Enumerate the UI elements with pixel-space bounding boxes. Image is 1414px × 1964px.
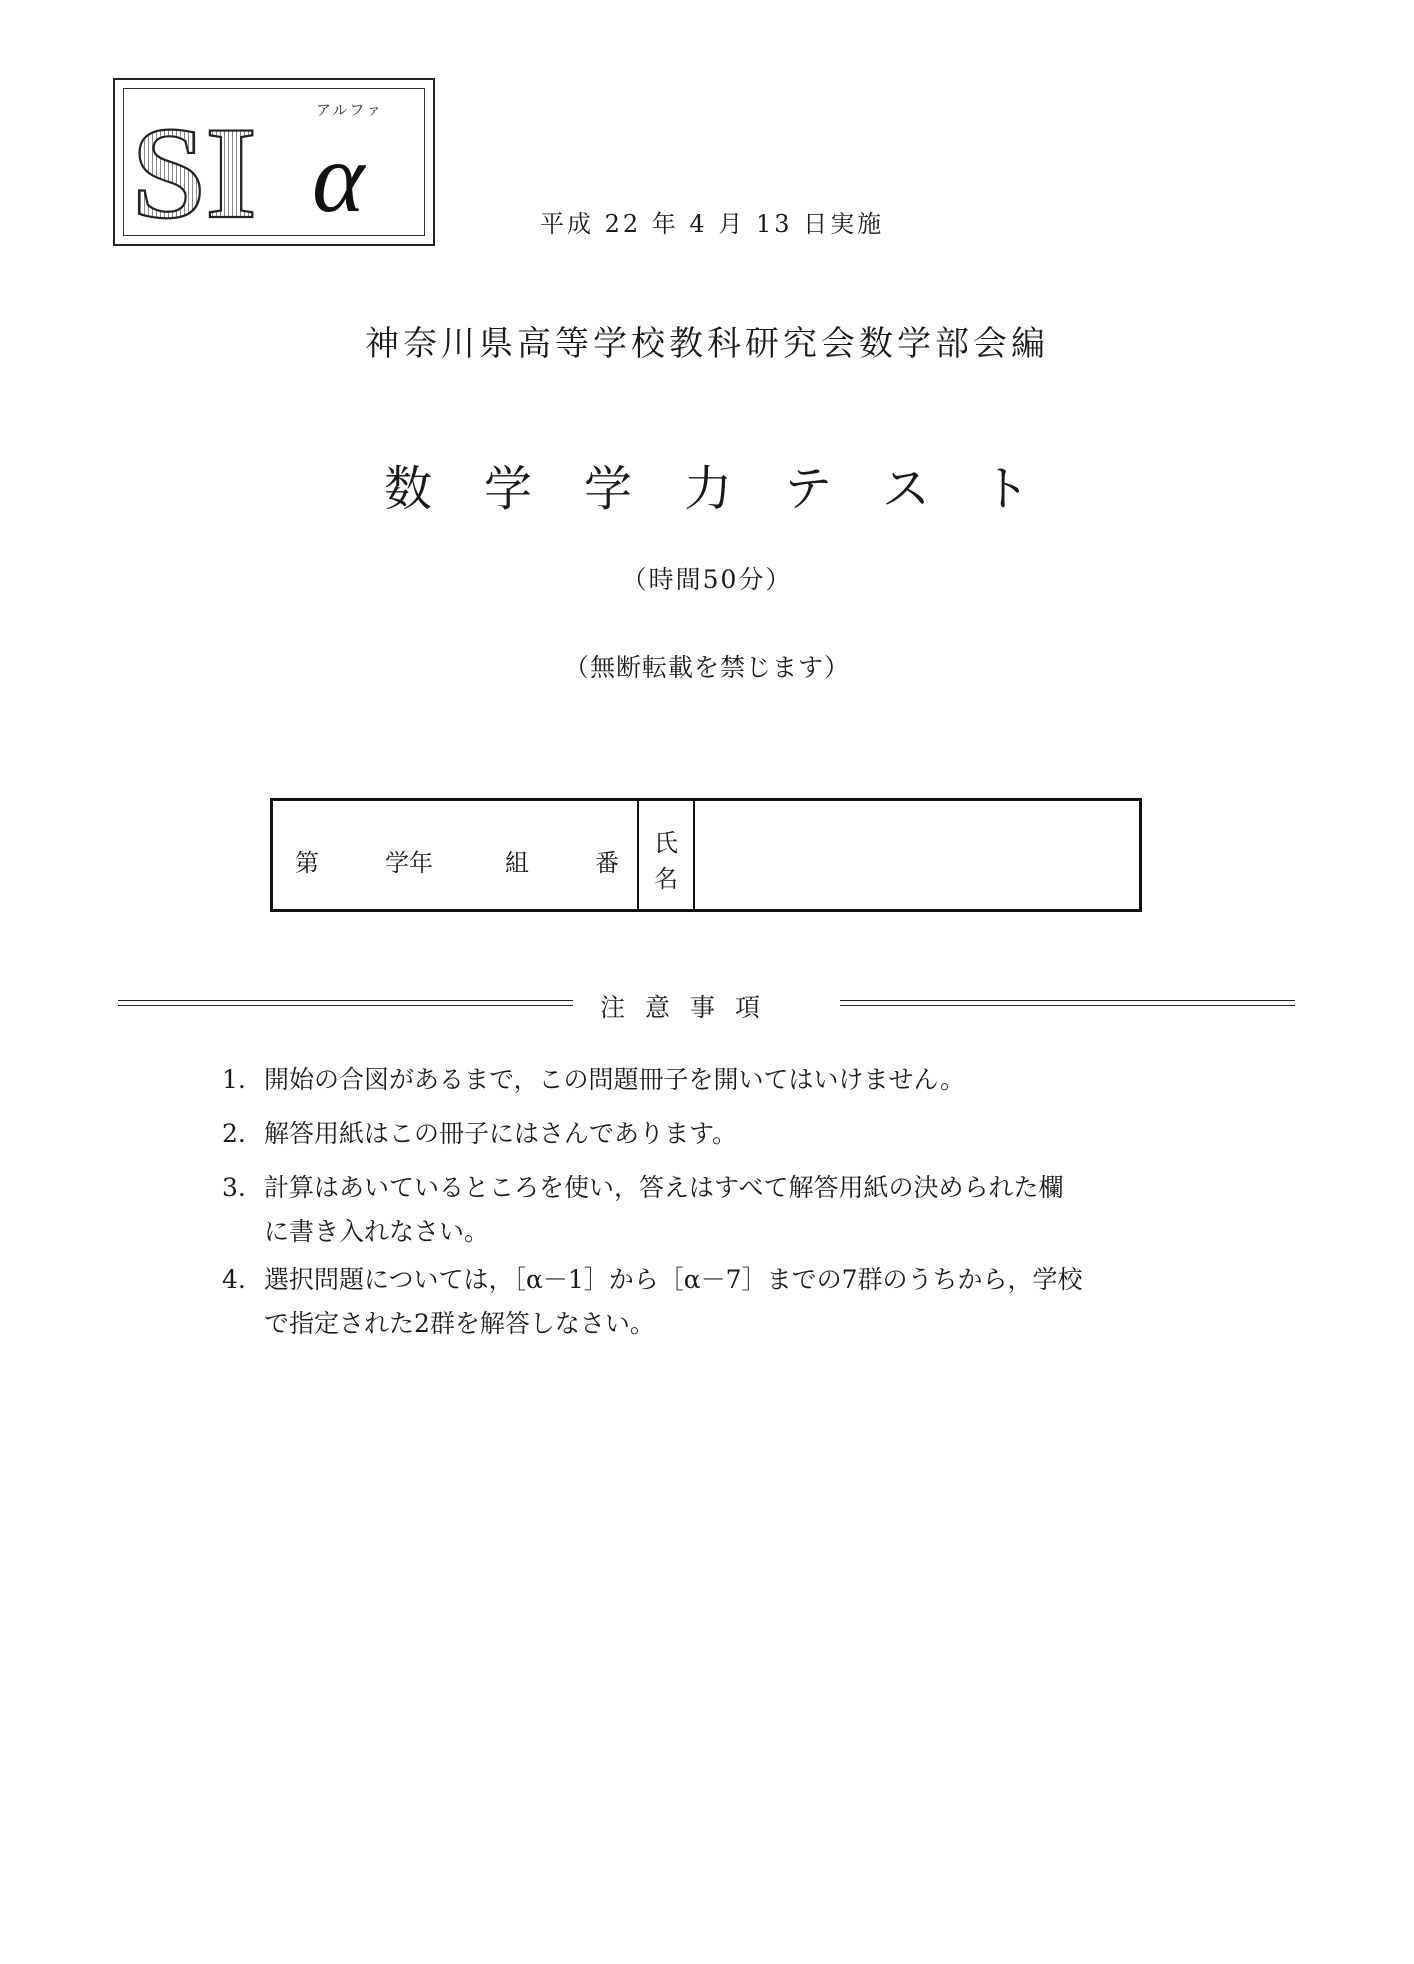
note-text: 計算はあいているところを使い，答えはすべて解答用紙の決められた欄 に書き入れなさい。 [264, 1173, 1064, 1246]
notes-title: 注意事項 [600, 993, 781, 1022]
label-grade: 学年 [385, 849, 433, 877]
class-cell [273, 801, 639, 909]
notes-divider-left [118, 1000, 573, 1006]
note-text: 選択問題については，［α－1］から［α－7］までの7群のうちから，学校 で指定された2群を解答しなさい。 [264, 1265, 1083, 1338]
copyright-notice: （無断転載を禁じます） [563, 653, 850, 682]
name-label-mei: 名 [654, 865, 678, 893]
notes-divider-right [840, 1000, 1295, 1006]
time-limit: （時間50分） [621, 565, 793, 594]
logo-box [113, 78, 435, 246]
name-label-cell [639, 801, 695, 909]
exam-date: 平成 22 年 4 月 13 日実施 [540, 210, 885, 238]
note-text: 開始の合図があるまで，この問題冊子を開いてはいけません。 [264, 1065, 966, 1094]
note-number: 1. [222, 1065, 246, 1094]
note-number: 2. [222, 1119, 246, 1148]
note-text: 解答用紙はこの冊子にはさんであります。 [264, 1119, 738, 1148]
student-info-table [270, 798, 1142, 912]
label-number: 番 [595, 849, 619, 877]
label-dai: 第 [295, 849, 319, 877]
name-field[interactable] [695, 801, 1139, 909]
note-number: 4. [222, 1265, 246, 1294]
name-label-shi: 氏 [654, 829, 678, 857]
logo-inner-frame [123, 88, 425, 239]
note-number: 3. [222, 1173, 246, 1202]
logo-letters: SI [132, 99, 257, 239]
logo-ruby: アルファ [316, 101, 384, 119]
label-class: 組 [505, 849, 529, 877]
editor-line: 神奈川県高等学校教科研究会数学部会編 [365, 324, 1049, 364]
logo-alpha: α [312, 122, 365, 233]
page-title: 数学学力テスト [383, 461, 1083, 517]
